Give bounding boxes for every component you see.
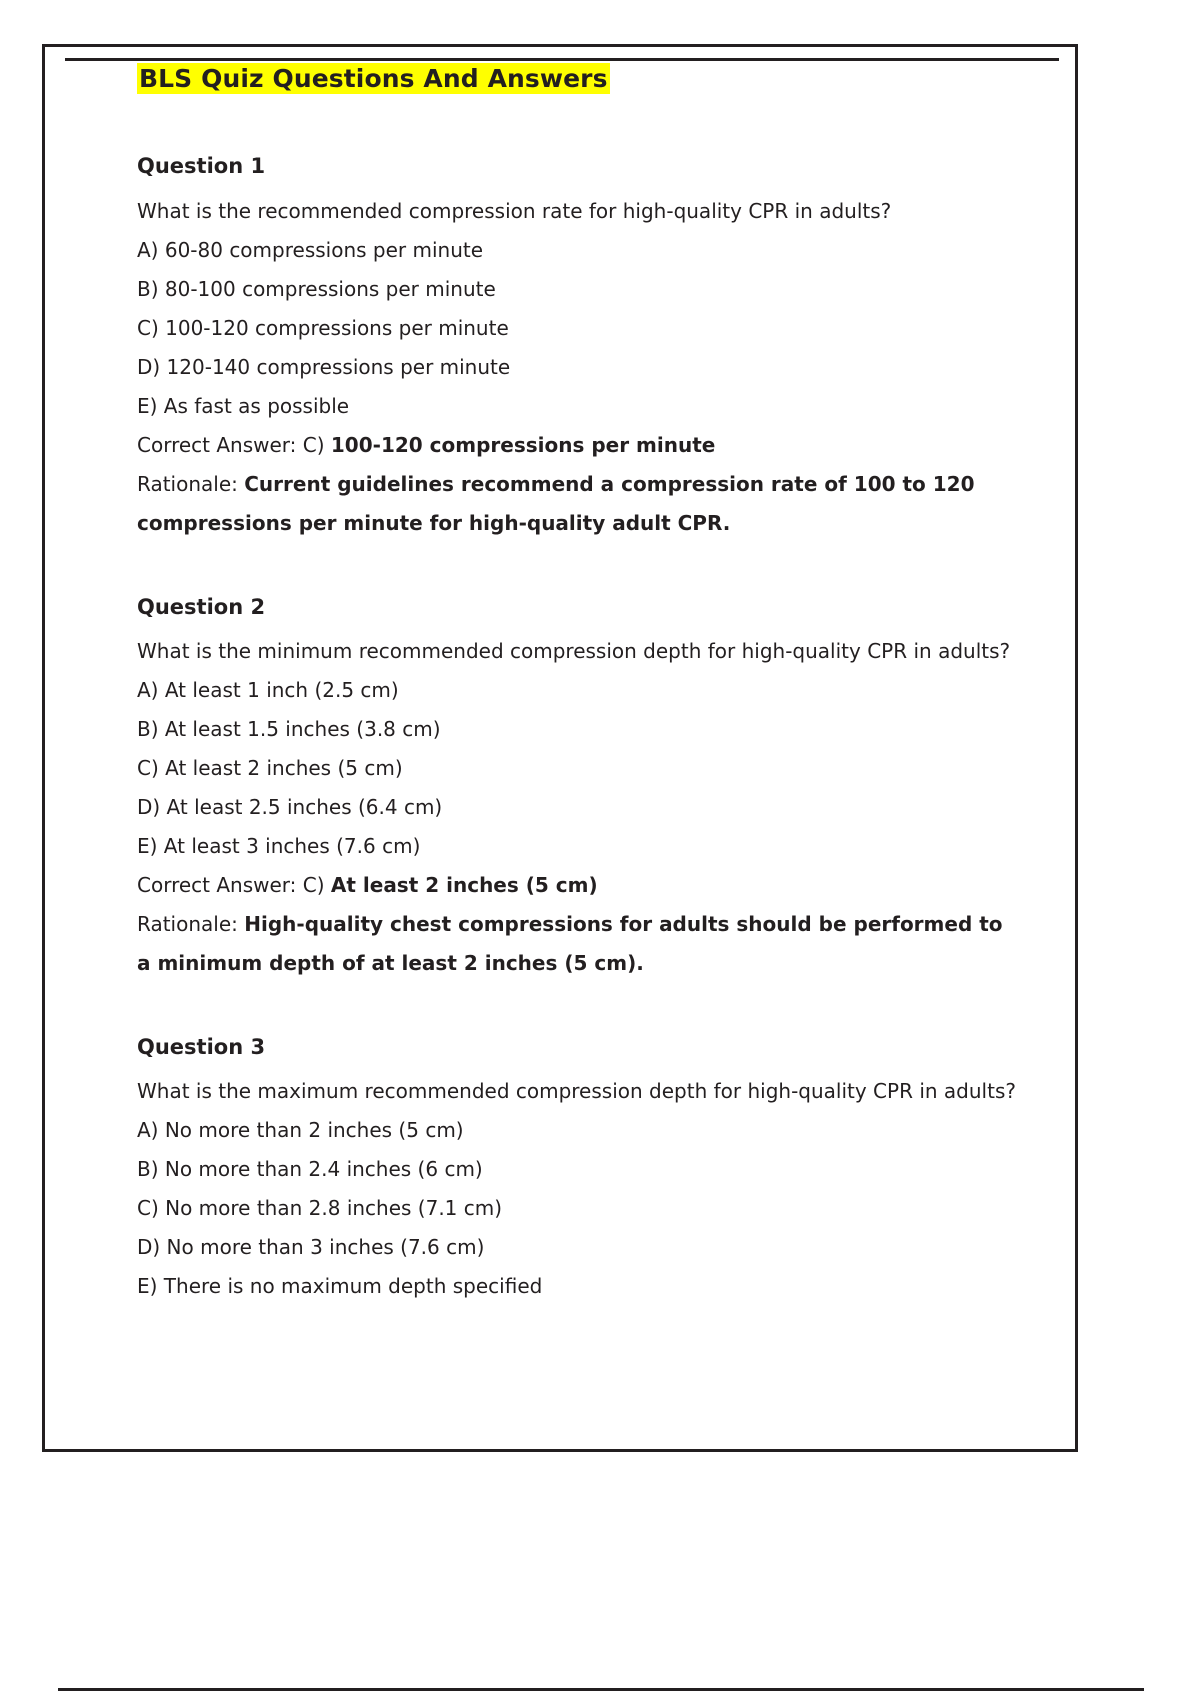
option-e[interactable]: E) There is no maximum depth specified [137, 1274, 543, 1299]
rationale-text: High-quality chest compressions for adults should be performed to a minimum depth of at least 2 inches (5 cm). [137, 911, 1003, 975]
option-e[interactable]: E) As fast as possible [137, 393, 350, 418]
correct-answer-line [137, 866, 1037, 905]
option-a[interactable]: A) At least 1 inch (2.5 cm) [137, 677, 399, 702]
option-b[interactable]: B) At least 1.5 inches (3.8 cm) [137, 716, 441, 741]
question-heading: Question 2 [137, 594, 266, 619]
page-title-highlight: BLS Quiz Questions And Answers [139, 64, 608, 93]
option-c[interactable]: C) 100-120 compressions per minute [137, 315, 509, 340]
correct-answer-line [137, 426, 1037, 465]
question-stem: What is the maximum recommended compression depth for high-quality CPR in adults? [137, 1079, 1016, 1104]
page-sheet [42, 44, 1078, 1452]
rationale-text: Current guidelines recommend a compression rate of 100 to 120 compressions per minute for high-quality adult CPR. [137, 471, 975, 535]
question-block [137, 1033, 1037, 1306]
option-e[interactable]: E) At least 3 inches (7.6 cm) [137, 833, 421, 858]
question-block [137, 152, 1037, 542]
option-d[interactable]: D) No more than 3 inches (7.6 cm) [137, 1235, 485, 1260]
rationale-line [137, 465, 1017, 543]
option-a[interactable]: A) No more than 2 inches (5 cm) [137, 1118, 464, 1143]
question-stem: What is the minimum recommended compression depth for high-quality CPR in adults? [137, 638, 1011, 663]
option-d[interactable]: D) 120-140 compressions per minute [137, 354, 511, 379]
header-rule [65, 58, 1059, 61]
correct-answer-label: Correct Answer: C) [137, 872, 325, 897]
question-heading: Question 3 [137, 1034, 266, 1059]
option-b[interactable]: B) 80-100 compressions per minute [137, 276, 496, 301]
option-b[interactable]: B) No more than 2.4 inches (6 cm) [137, 1157, 483, 1182]
rationale-line [137, 905, 1017, 983]
page-title [137, 63, 1037, 94]
correct-answer-text: At least 2 inches (5 cm) [330, 872, 598, 897]
correct-answer-label: Correct Answer: C) [137, 432, 325, 457]
footer-rule [58, 1688, 1144, 1691]
question-stem: What is the recommended compression rate for high-quality CPR in adults? [137, 198, 892, 223]
question-heading: Question 1 [137, 154, 266, 179]
option-c[interactable]: C) At least 2 inches (5 cm) [137, 755, 403, 780]
option-c[interactable]: C) No more than 2.8 inches (7.1 cm) [137, 1196, 503, 1221]
option-a[interactable]: A) 60-80 compressions per minute [137, 237, 484, 262]
option-d[interactable]: D) At least 2.5 inches (6.4 cm) [137, 794, 443, 819]
rationale-label: Rationale: [137, 911, 238, 936]
document-content [137, 63, 1037, 1306]
rationale-label: Rationale: [137, 471, 238, 496]
correct-answer-text: 100-120 compressions per minute [330, 432, 716, 457]
question-block [137, 593, 1037, 983]
